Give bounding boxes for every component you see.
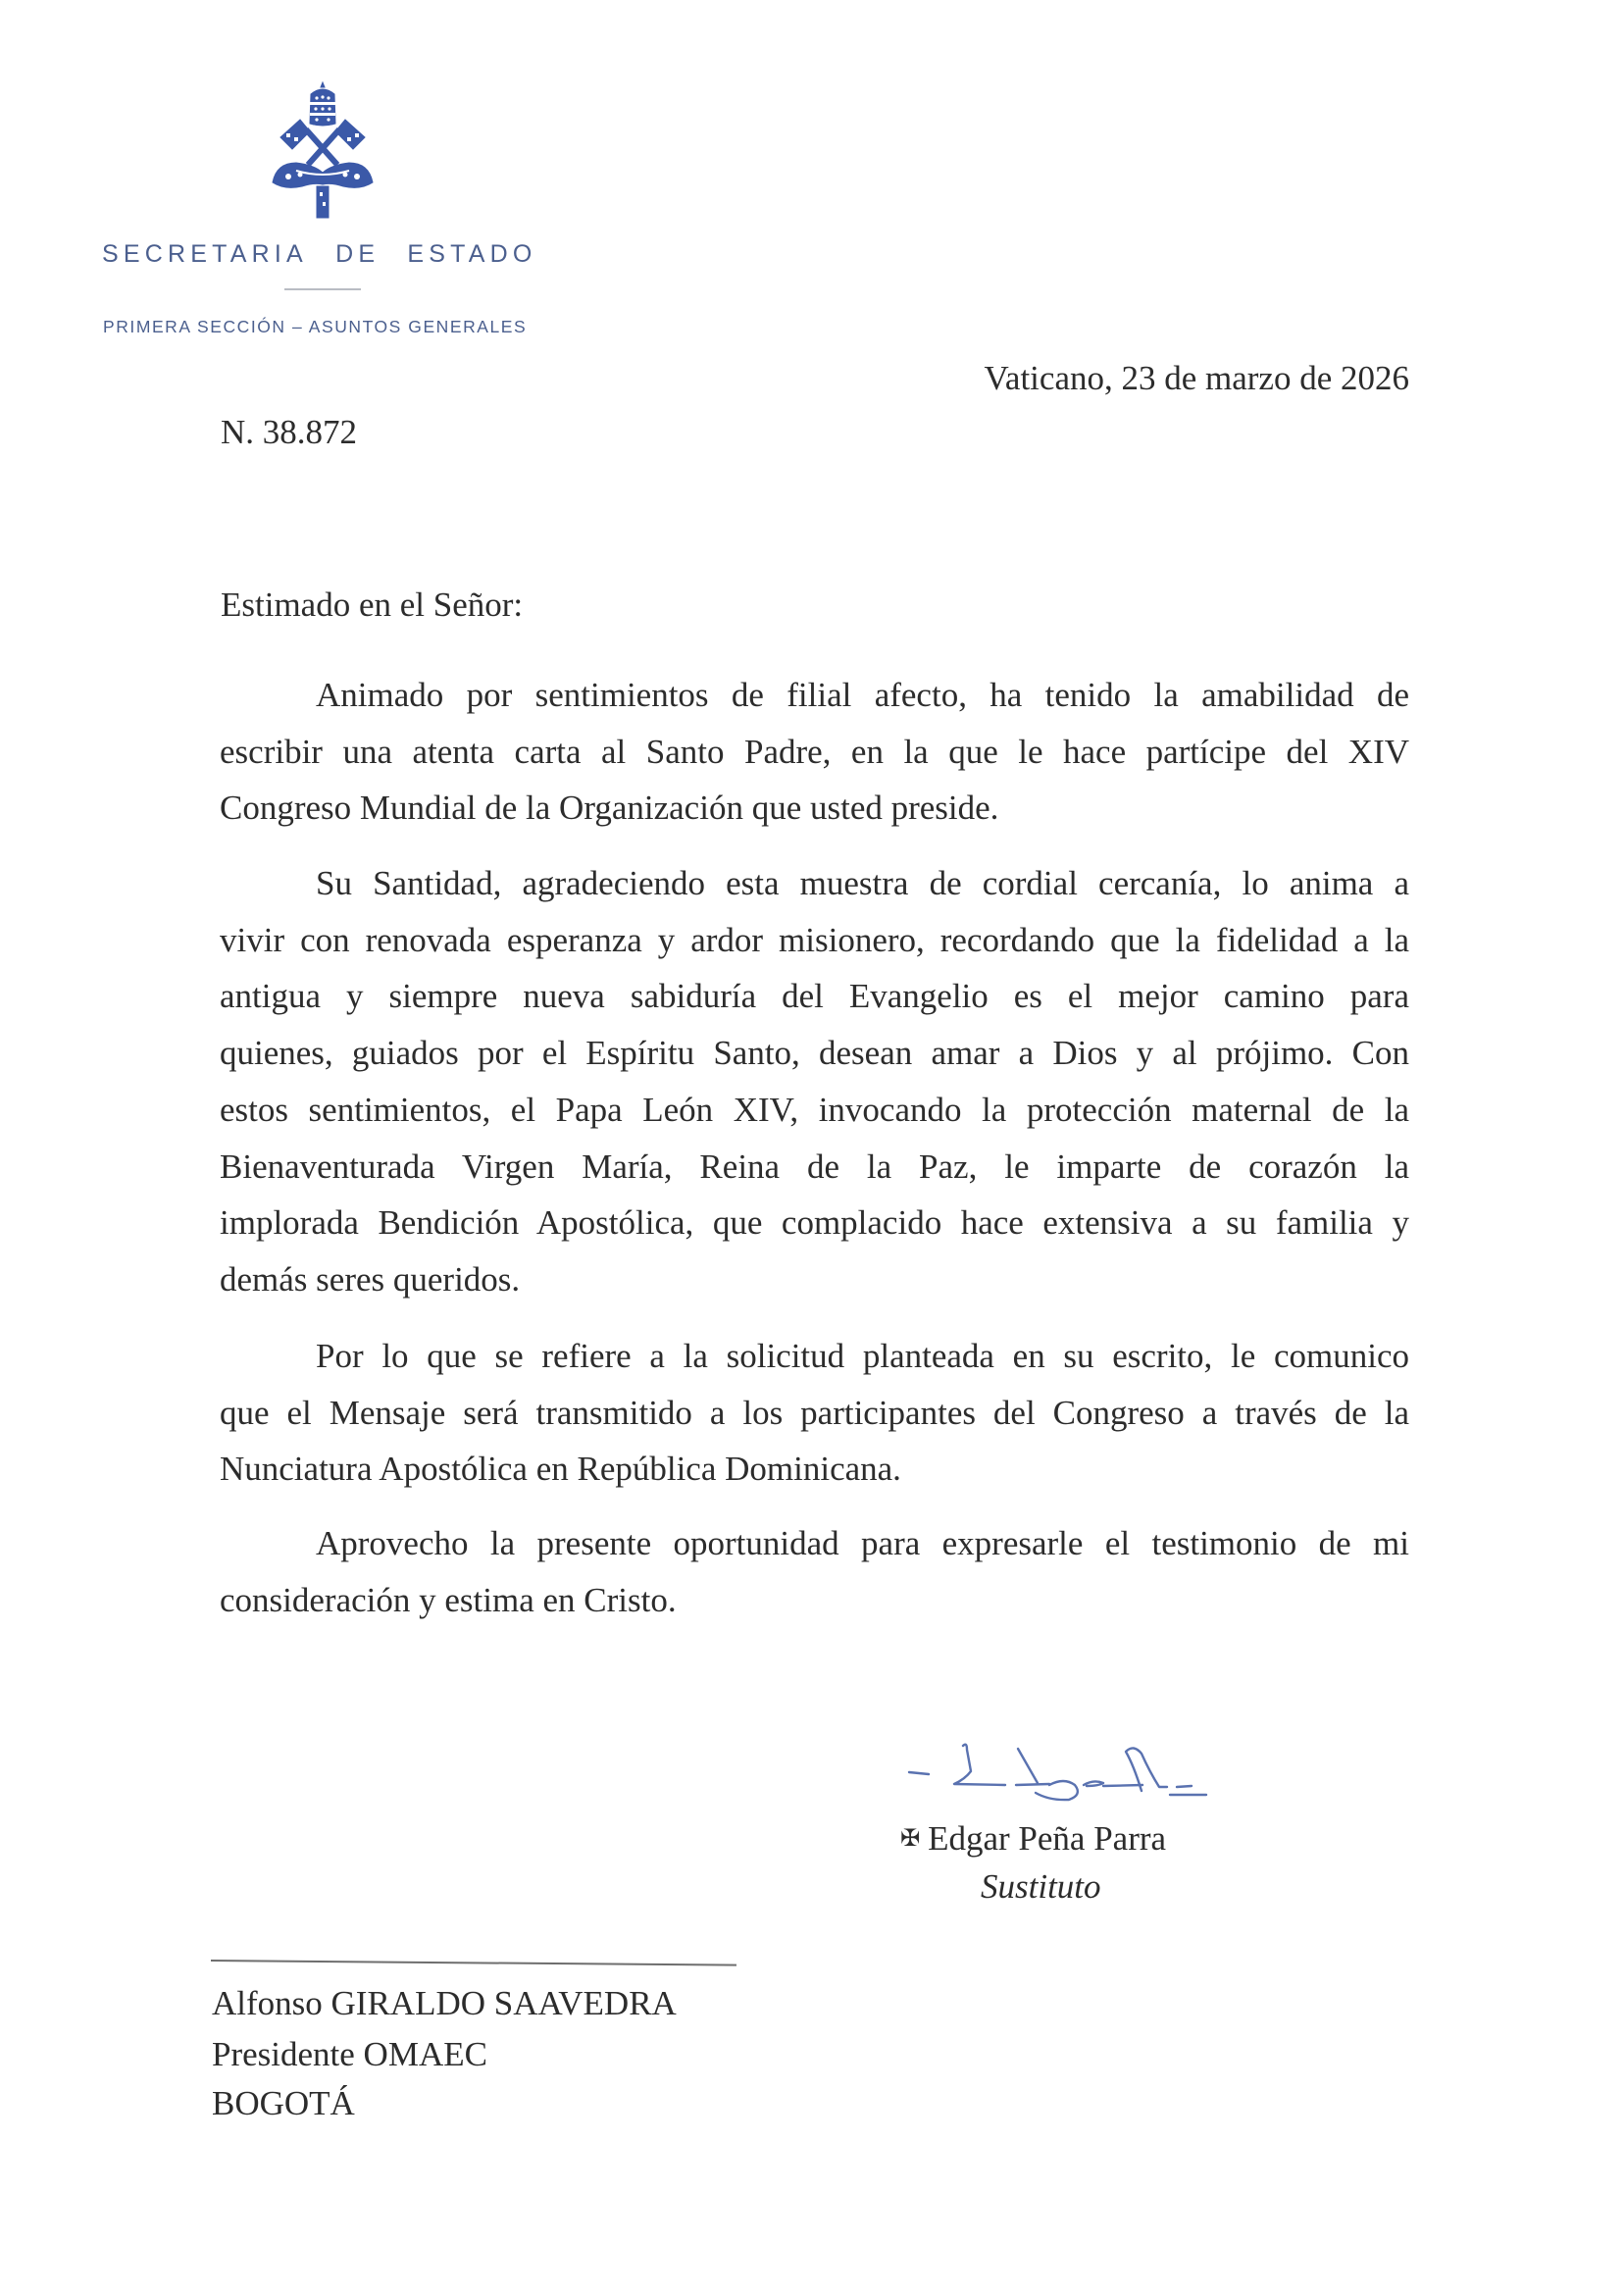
paragraph-line: quienes, guiados por el Espíritu Santo, desean amar a Dios y al prójimo. Con (220, 1034, 1409, 1073)
letter-date: Vaticano, 23 de marzo de 2026 (984, 359, 1409, 397)
paragraph-line: consideración y estima en Cristo. (220, 1580, 677, 1619)
body-paragraph-3 (220, 1328, 1409, 1498)
letterhead-title-word: ESTADO (407, 240, 537, 268)
paragraph-line: que el Mensaje será transmitido a los participantes del Congreso a través de la (220, 1393, 1409, 1432)
letterhead-divider (284, 288, 361, 290)
paragraph-line: Su Santidad, agradeciendo esta muestra de cordial cercanía, lo anima a (316, 864, 1409, 902)
paragraph-line: Aprovecho la presente oportunidad para expresarle el testimonio de mi (316, 1524, 1409, 1562)
paragraph-line: escribir una atenta carta al Santo Padre, en la que le hace partícipe del XIV (220, 732, 1409, 771)
letterhead-title (102, 239, 545, 269)
maltese-cross-icon: ✠ (900, 1824, 921, 1852)
paragraph-line: estos sentimientos, el Papa León XIV, invocando la protección maternal de la (220, 1090, 1409, 1129)
paragraph-line: antigua y siempre nueva sabiduría del Evangelio es el mejor camino para (220, 977, 1409, 1016)
reference-number: N. 38.872 (221, 413, 358, 451)
addressee-name: Alfonso GIRALDO SAAVEDRA (212, 1984, 677, 2022)
signer-name: Edgar Peña Parra (928, 1819, 1167, 1858)
letterhead-title-word: DE (335, 240, 381, 268)
addressee-divider (211, 1960, 736, 1966)
paragraph-line: implorada Bendición Apostólica, que complacido hace extensiva a su familia y (220, 1203, 1409, 1243)
papal-coat-of-arms-logo (267, 80, 379, 220)
salutation: Estimado en el Señor: (221, 586, 524, 624)
letterhead-title-word: SECRETARIA (102, 240, 308, 268)
handwritten-signature (902, 1736, 1236, 1814)
body-paragraph-1 (220, 667, 1409, 837)
signer-title: Sustituto (981, 1867, 1101, 1906)
addressee-position: Presidente OMAEC (212, 2035, 487, 2073)
paragraph-line: Congreso Mundial de la Organización que usted preside. (220, 789, 999, 828)
body-paragraph-2 (220, 855, 1409, 1308)
letterhead-subtitle: PRIMERA SECCIÓN – ASUNTOS GENERALES (103, 317, 528, 336)
paragraph-line: demás seres queridos. (220, 1259, 521, 1299)
body-paragraph-4 (220, 1515, 1409, 1628)
paragraph-line: vivir con renovada esperanza y ardor misionero, recordando que la fidelidad a la (220, 920, 1409, 959)
paragraph-line: Animado por sentimientos de filial afecto, ha tenido la amabilidad de (316, 676, 1409, 714)
paragraph-line: Nunciatura Apostólica en República Dominicana. (220, 1450, 901, 1489)
addressee-city: BOGOTÁ (212, 2084, 355, 2122)
paragraph-line: Por lo que se refiere a la solicitud planteada en su escrito, le comunico (316, 1337, 1409, 1375)
paragraph-line: Bienaventurada Virgen María, Reina de la Paz, le imparte de corazón la (220, 1147, 1409, 1186)
